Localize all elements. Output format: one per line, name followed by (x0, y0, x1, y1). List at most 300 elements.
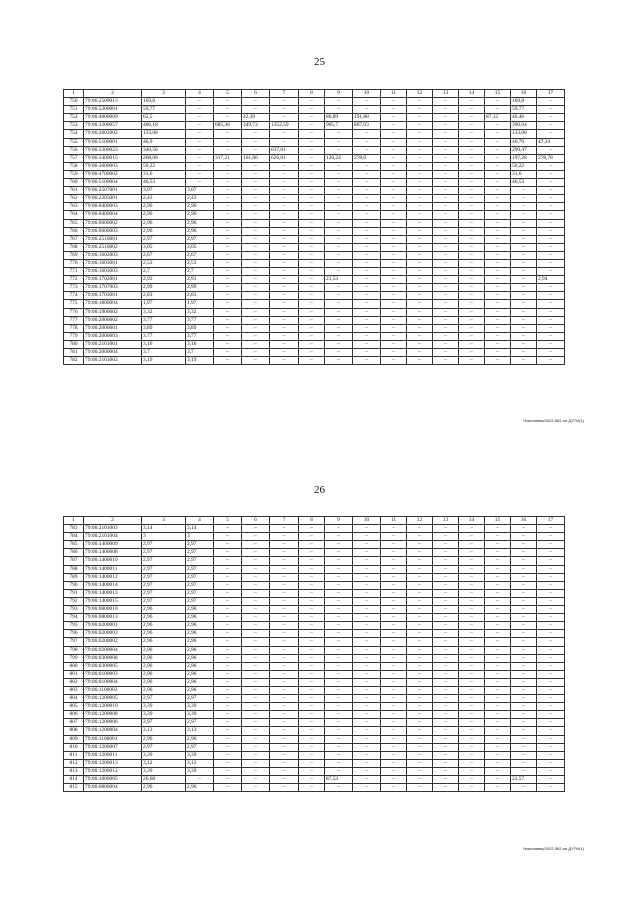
table-cell: – (214, 195, 242, 203)
table-cell: – (353, 549, 381, 557)
column-header: 3 (142, 90, 186, 98)
table-cell: – (537, 622, 565, 630)
table-row (64, 597, 565, 605)
table-cell: – (485, 735, 511, 743)
table-cell: – (299, 324, 325, 332)
table-cell: – (511, 203, 537, 211)
table-cell: – (459, 533, 485, 541)
table-cell: – (485, 759, 511, 767)
table-cell: – (537, 670, 565, 678)
table-cell: – (537, 735, 565, 743)
table-cell: – (299, 292, 325, 300)
table-cell: 2,97 (186, 557, 214, 565)
table-cell: – (433, 211, 459, 219)
table-cell: – (459, 662, 485, 670)
table-cell: – (299, 597, 325, 605)
table-cell: – (353, 751, 381, 759)
table-cell: – (270, 686, 299, 694)
table-cell: – (214, 106, 242, 114)
table-cell: – (381, 573, 407, 581)
table-cell: 120,24 (325, 154, 353, 162)
table-cell: 86,89 (325, 114, 353, 122)
table-row (64, 106, 565, 114)
table-cell: – (485, 268, 511, 276)
table-cell: 794 (64, 614, 84, 622)
table-cell: – (485, 187, 511, 195)
table-cell: – (485, 703, 511, 711)
table-cell: 769 (64, 251, 84, 259)
table-cell: – (537, 349, 565, 357)
table-cell: – (537, 122, 565, 130)
table-cell: 79:06:1400011 (84, 565, 142, 573)
column-header: 3 (142, 517, 186, 525)
table-cell: 1,97 (142, 300, 186, 308)
table-cell: – (459, 292, 485, 300)
table-cell: – (325, 130, 353, 138)
table-cell: – (459, 759, 485, 767)
table-cell: – (537, 300, 565, 308)
table-cell: – (214, 597, 242, 605)
table-cell: 779 (64, 332, 84, 340)
table-cell: – (537, 541, 565, 549)
table-cell: 3,77 (186, 316, 214, 324)
table-cell: – (459, 581, 485, 589)
header-row (64, 517, 565, 525)
table-row (64, 654, 565, 662)
table-cell: – (325, 332, 353, 340)
table-cell: – (325, 719, 353, 727)
table-cell: – (242, 251, 270, 259)
table-cell: 3,16 (142, 340, 186, 348)
table-cell: – (407, 743, 433, 751)
table-cell: – (511, 589, 537, 597)
table-cell: 79:06:0800013 (84, 614, 142, 622)
table-cell: – (485, 533, 511, 541)
table-cell: 2,96 (142, 203, 186, 211)
table-cell: – (407, 525, 433, 533)
table-cell: – (407, 251, 433, 259)
table-cell: 751 (64, 106, 84, 114)
table-cell: – (242, 219, 270, 227)
table-cell: – (353, 227, 381, 235)
table-cell: 3,07 (142, 187, 186, 195)
table-cell: – (299, 114, 325, 122)
table-cell: – (270, 549, 299, 557)
table-cell: – (270, 597, 299, 605)
table-cell: – (407, 646, 433, 654)
table-cell: – (381, 703, 407, 711)
table-cell: – (485, 686, 511, 694)
table-cell: – (186, 776, 214, 784)
page-footer: Николаева/2022-562-пп-ДУТИ(1) (523, 846, 584, 851)
table-cell: – (381, 776, 407, 784)
table-cell: – (459, 106, 485, 114)
column-header: 6 (242, 517, 270, 525)
table-cell: – (381, 268, 407, 276)
table-cell: – (270, 727, 299, 735)
table-cell: – (381, 630, 407, 638)
table-cell: – (537, 776, 565, 784)
table-cell: 785 (64, 541, 84, 549)
table-cell: – (459, 767, 485, 775)
table-cell: – (325, 630, 353, 638)
table-cell: – (485, 581, 511, 589)
table-cell: 87,12 (485, 114, 511, 122)
table-cell: 79:06:0300005 (84, 662, 142, 670)
table-cell: – (537, 146, 565, 154)
column-header: 16 (511, 517, 537, 525)
table-cell: – (381, 98, 407, 106)
table-cell: – (381, 557, 407, 565)
table-cell: – (381, 154, 407, 162)
table-cell: – (511, 670, 537, 678)
table-cell: – (537, 308, 565, 316)
table-cell: 782 (64, 357, 84, 365)
table-cell: – (459, 146, 485, 154)
table-cell: – (459, 276, 485, 284)
table-cell: – (353, 662, 381, 670)
table-cell: – (325, 541, 353, 549)
table-cell: – (214, 276, 242, 284)
table-row (64, 743, 565, 751)
table-cell: – (381, 597, 407, 605)
table-cell: – (433, 316, 459, 324)
table-cell: 3,7 (142, 349, 186, 357)
table-cell: – (537, 259, 565, 267)
table-cell: – (299, 268, 325, 276)
table-cell: 79:06:5100001 (84, 138, 142, 146)
table-cell: – (325, 622, 353, 630)
table-cell: – (299, 349, 325, 357)
table-cell: – (353, 614, 381, 622)
table-cell: 79:06:5100004 (84, 179, 142, 187)
table-cell: 3,13 (186, 727, 214, 735)
table-cell: – (353, 670, 381, 678)
table-cell: – (381, 114, 407, 122)
table-cell: – (270, 235, 299, 243)
table-cell: – (353, 533, 381, 541)
table-cell: – (537, 743, 565, 751)
table-cell: 79:06:0400003 (84, 203, 142, 211)
table-cell: – (433, 743, 459, 751)
table-cell: – (381, 251, 407, 259)
table-cell: 79:06:1200013 (84, 759, 142, 767)
table-cell: – (381, 614, 407, 622)
table-row (64, 573, 565, 581)
table-cell: – (381, 727, 407, 735)
table-cell: – (186, 179, 214, 187)
table-cell: – (537, 727, 565, 735)
table-cell: – (270, 243, 299, 251)
table-cell: – (485, 776, 511, 784)
table-cell: – (214, 130, 242, 138)
table-cell: – (242, 565, 270, 573)
table-cell: – (485, 622, 511, 630)
table-cell: – (485, 251, 511, 259)
table-cell: 777 (64, 316, 84, 324)
table-cell: – (407, 340, 433, 348)
table-cell: – (459, 589, 485, 597)
table-row (64, 549, 565, 557)
table-cell: – (270, 276, 299, 284)
table-cell: – (214, 678, 242, 686)
table-cell: 2,67 (142, 251, 186, 259)
table-cell: – (433, 268, 459, 276)
column-header: 4 (186, 517, 214, 525)
table-cell: 2,96 (186, 614, 214, 622)
table-cell: – (353, 597, 381, 605)
table-cell: – (407, 284, 433, 292)
table-cell: – (537, 589, 565, 597)
table-cell: – (299, 678, 325, 686)
table-cell: – (433, 340, 459, 348)
table-row (64, 187, 565, 195)
table-cell: – (433, 533, 459, 541)
table-cell: – (407, 211, 433, 219)
table-cell: – (381, 349, 407, 357)
table-row (64, 276, 565, 284)
table-cell: – (459, 130, 485, 138)
table-cell: 2,97 (142, 589, 186, 597)
table-cell: – (214, 170, 242, 178)
table-row (64, 622, 565, 630)
table-cell: 3,39 (142, 711, 186, 719)
table-cell: 3,89 (186, 324, 214, 332)
table-cell: – (433, 557, 459, 565)
table-cell: 2,94 (537, 276, 565, 284)
table-cell: 40,46 (511, 114, 537, 122)
table-cell: 2,96 (142, 646, 186, 654)
table-cell: 79:06:1400012 (84, 573, 142, 581)
table-cell: – (459, 719, 485, 727)
table-cell: 2,91 (186, 276, 214, 284)
table-row (64, 606, 565, 614)
table-cell: 79:06:2516001 (84, 235, 142, 243)
table-cell: – (242, 211, 270, 219)
table-cell: – (381, 695, 407, 703)
table-cell: – (511, 703, 537, 711)
table-cell: – (511, 227, 537, 235)
table-cell: – (353, 106, 381, 114)
table-cell: – (325, 340, 353, 348)
table-cell: – (214, 589, 242, 597)
table-cell: – (299, 784, 325, 792)
table-cell: – (537, 784, 565, 792)
table-row (64, 146, 565, 154)
table-cell: – (325, 743, 353, 751)
table-cell: – (270, 525, 299, 533)
table-cell: – (214, 219, 242, 227)
table-cell: 197,28 (511, 154, 537, 162)
table-cell: – (325, 759, 353, 767)
table-cell: – (537, 187, 565, 195)
table-cell: – (270, 776, 299, 784)
table-cell: 2,96 (186, 784, 214, 792)
table-cell: – (270, 784, 299, 792)
table-cell: – (299, 614, 325, 622)
table-row (64, 349, 565, 357)
table-cell: – (537, 114, 565, 122)
table-cell: 789 (64, 573, 84, 581)
table-cell: – (353, 203, 381, 211)
table-cell: – (485, 211, 511, 219)
table-cell: – (299, 170, 325, 178)
table-cell: – (270, 98, 299, 106)
table-cell: 79:06:1200008 (84, 711, 142, 719)
table-cell: 752 (64, 114, 84, 122)
table-cell: – (407, 138, 433, 146)
table-cell: – (299, 276, 325, 284)
table-cell: 2,96 (142, 630, 186, 638)
table-cell: – (214, 557, 242, 565)
table-cell: – (433, 759, 459, 767)
table-cell: 3,39 (142, 767, 186, 775)
table-cell: 390,04 (511, 122, 537, 130)
table-cell: – (407, 662, 433, 670)
table-cell: – (459, 541, 485, 549)
table-cell: – (381, 300, 407, 308)
table-cell: – (433, 243, 459, 251)
table-cell: 79:06:1200005 (84, 695, 142, 703)
column-header: 15 (485, 517, 511, 525)
table-cell: 685,36 (214, 122, 242, 130)
table-cell: – (381, 219, 407, 227)
table-cell: – (407, 638, 433, 646)
table-cell: – (433, 106, 459, 114)
table-cell: 3,16 (186, 340, 214, 348)
table-cell: – (433, 349, 459, 357)
table-cell: – (381, 187, 407, 195)
table-cell: – (459, 211, 485, 219)
table-cell: – (242, 703, 270, 711)
table-cell: – (299, 573, 325, 581)
table-cell: – (381, 170, 407, 178)
table-cell: – (459, 268, 485, 276)
table-cell: – (353, 695, 381, 703)
table-cell: – (433, 606, 459, 614)
table-cell: – (353, 235, 381, 243)
table-cell: – (433, 638, 459, 646)
table-cell: 2,96 (186, 638, 214, 646)
table-cell: – (459, 557, 485, 565)
table-cell: – (433, 703, 459, 711)
table-cell: 806 (64, 711, 84, 719)
column-header: 13 (433, 90, 459, 98)
table-cell: 79:06:0400004 (84, 211, 142, 219)
table-cell: – (242, 654, 270, 662)
table-cell: – (485, 259, 511, 267)
table-cell: – (511, 268, 537, 276)
table-cell: – (511, 727, 537, 735)
column-header: 12 (407, 90, 433, 98)
table-cell: – (511, 195, 537, 203)
table-cell: – (511, 678, 537, 686)
column-header: 10 (353, 90, 381, 98)
table-cell: 2,96 (186, 686, 214, 694)
table-cell: 79:06:1400014 (84, 581, 142, 589)
table-cell: – (407, 349, 433, 357)
page-number: 26 (314, 484, 325, 496)
table-cell: – (407, 219, 433, 227)
table-cell: – (485, 324, 511, 332)
table-cell: – (214, 243, 242, 251)
table-cell: – (270, 589, 299, 597)
table-cell: 2,96 (142, 622, 186, 630)
table-cell: – (242, 357, 270, 365)
table-cell: – (537, 162, 565, 170)
table-cell: – (299, 767, 325, 775)
table-cell: – (381, 146, 407, 154)
table-cell: – (485, 195, 511, 203)
table-cell: 3,77 (142, 332, 186, 340)
table-cell: – (433, 784, 459, 792)
table-cell: – (537, 662, 565, 670)
table-cell: – (299, 187, 325, 195)
table-cell: 780 (64, 340, 84, 348)
table-cell: – (433, 324, 459, 332)
table-cell: – (511, 597, 537, 605)
table-cell: – (353, 654, 381, 662)
table-row (64, 300, 565, 308)
table-cell: – (270, 268, 299, 276)
table-cell: 811 (64, 751, 84, 759)
table-cell: 79:06:2602002 (84, 130, 142, 138)
table-cell: – (325, 654, 353, 662)
table-cell: – (485, 525, 511, 533)
table-cell: – (381, 211, 407, 219)
table-cell: – (270, 340, 299, 348)
table-cell: – (242, 284, 270, 292)
table-cell: – (381, 332, 407, 340)
table-cell: – (325, 203, 353, 211)
table-cell: – (270, 662, 299, 670)
column-header: 1 (64, 90, 84, 98)
table-cell: – (214, 565, 242, 573)
table-cell: – (186, 162, 214, 170)
table-cell: – (353, 268, 381, 276)
table-cell: – (511, 606, 537, 614)
table-cell: – (511, 357, 537, 365)
table-cell: – (242, 759, 270, 767)
table-cell: 50,22 (142, 162, 186, 170)
table-cell: – (325, 606, 353, 614)
table-cell: 290,47 (511, 146, 537, 154)
table-cell: – (299, 638, 325, 646)
table-cell: 3,14 (142, 525, 186, 533)
table-cell: – (381, 735, 407, 743)
table-cell: – (407, 622, 433, 630)
table-cell: – (485, 638, 511, 646)
table-cell: – (407, 581, 433, 589)
table-cell: – (381, 654, 407, 662)
table-cell: 772 (64, 276, 84, 284)
table-cell: – (325, 138, 353, 146)
table-cell: – (459, 606, 485, 614)
table-row (64, 630, 565, 638)
table-cell: 3,32 (186, 308, 214, 316)
table-cell: – (407, 573, 433, 581)
table-cell: – (381, 751, 407, 759)
table-cell: 46,79 (511, 138, 537, 146)
table-cell: – (353, 98, 381, 106)
table-cell: 59,77 (142, 106, 186, 114)
table-cell: 23,57 (511, 776, 537, 784)
table-cell: – (325, 695, 353, 703)
table-cell: – (433, 622, 459, 630)
table-cell: – (511, 276, 537, 284)
table-cell: 2,53 (186, 259, 214, 267)
table-cell: – (537, 227, 565, 235)
